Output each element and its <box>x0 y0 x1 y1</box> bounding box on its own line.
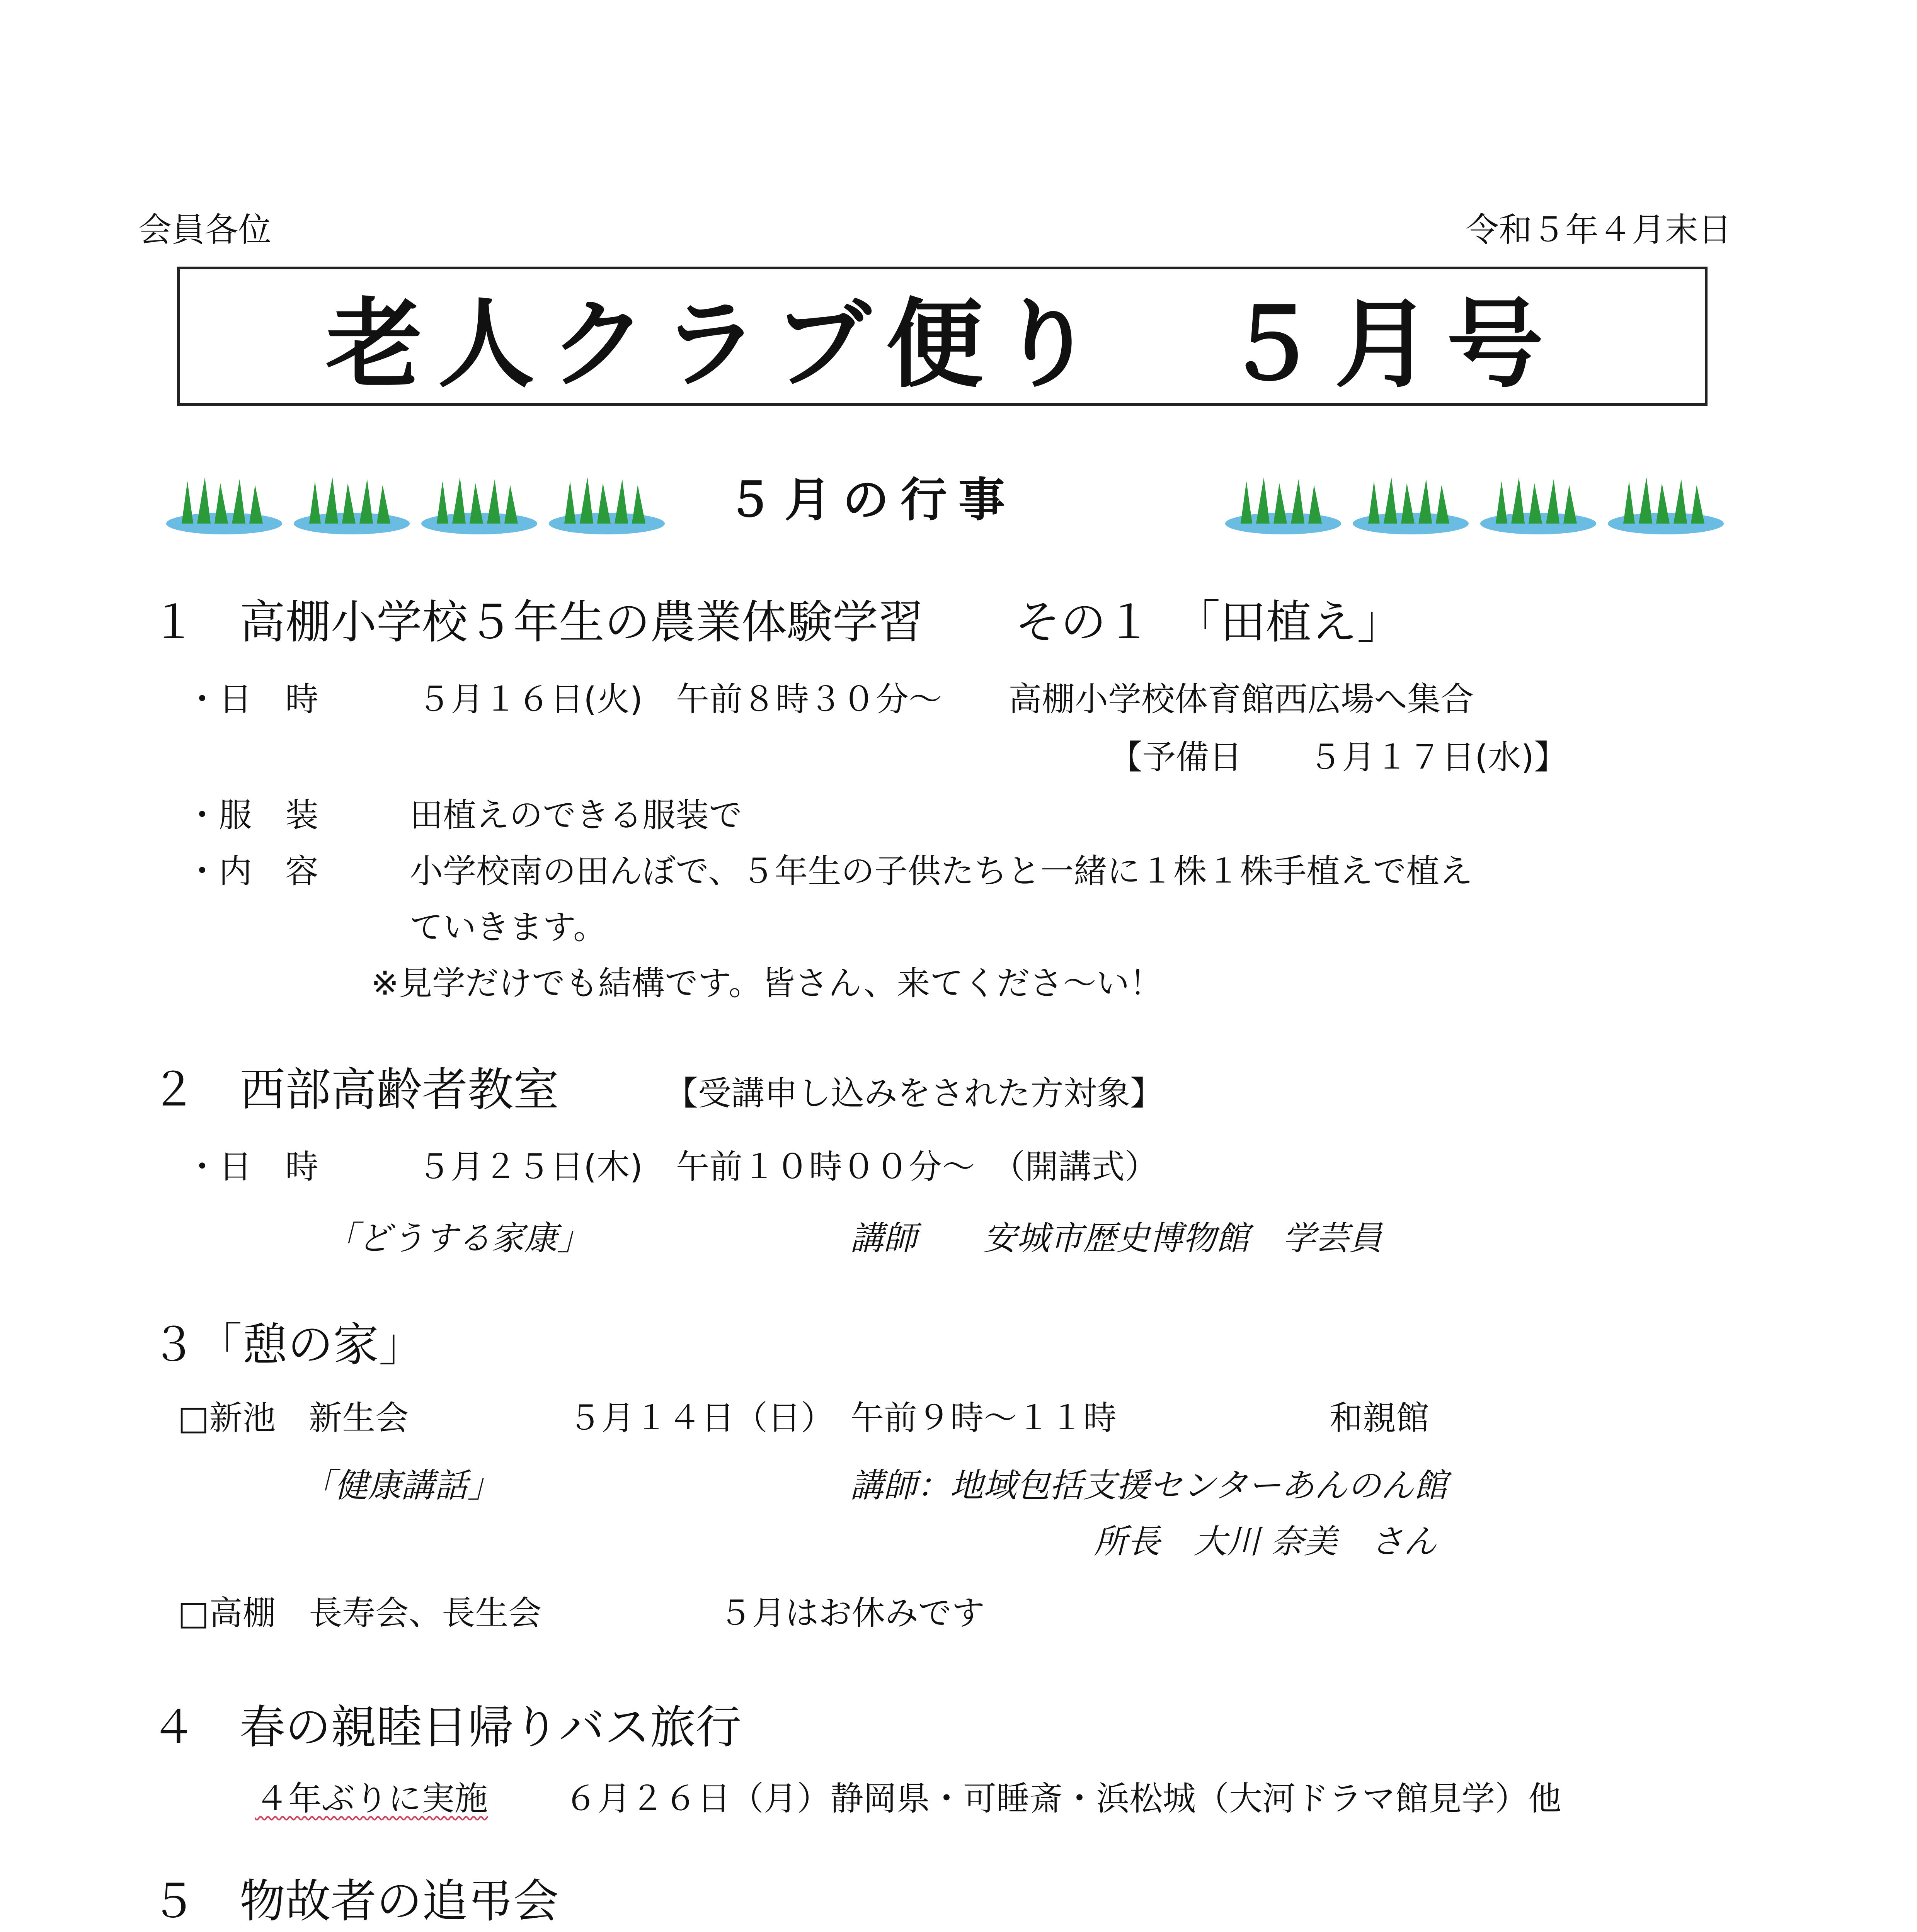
event3-takatana-note: ５月はお休みです <box>719 1594 985 1633</box>
event4-number: ４ <box>151 1701 197 1754</box>
event2-date-label: ・日 時 <box>186 1148 318 1186</box>
event4-detail: ６月２６日（月）静岡県・可睡斎・浜松城（大河ドラマ館見学）他 <box>564 1779 1561 1818</box>
event1-content-line2: ていきます。 <box>410 908 607 947</box>
recipient-label: 会員各位 <box>138 211 271 249</box>
event3-shinike-group: □新池 新生会 <box>178 1399 409 1437</box>
event2-topic: 「どうする家康」 <box>325 1219 591 1258</box>
event1-title: 高棚小学校５年生の農業体験学習 その１ 「田植え」 <box>240 595 1403 649</box>
event5-number: ５ <box>151 1874 197 1928</box>
event3-takatana-group: □高棚 長寿会、長生会 <box>178 1594 542 1633</box>
event1-note: ※見学だけでも結構です。皆さん、来てくださ～い！ <box>371 964 1163 1003</box>
event1-content-label: ・内 容 <box>186 852 318 891</box>
event1-content-line1: 小学校南の田んぼで、５年生の子供たちと一緒に１株１株手植えで植え <box>410 852 1473 891</box>
grass-decoration-left-icon <box>166 466 669 539</box>
grass-decoration-right-icon <box>1225 466 1728 539</box>
event3-lecturer-line1: 講師：地域包括支援センターあんのん館 <box>850 1466 1447 1505</box>
event4-title: 春の親睦日帰りバス旅行 <box>240 1701 742 1754</box>
event3-shinike-venue: 和親館 <box>1330 1399 1429 1437</box>
event3-lecturer-line2: 所長 大川 奈美 さん <box>1094 1522 1437 1561</box>
event1-dress: 田植えのできる服装で <box>410 796 742 835</box>
event2-date: ５月２５日(木) 午前１０時００分～ （開講式） <box>417 1148 1158 1186</box>
event1-number: １ <box>151 595 197 649</box>
event2-title: 西部高齢者教室 <box>240 1063 559 1116</box>
events-heading: ５月の行事 <box>727 473 1016 527</box>
event1-date-label: ・日 時 <box>186 680 318 719</box>
event1-rain-date: 【予備日 ５月１７日(水)】 <box>1109 738 1568 777</box>
issue-date: 令和５年４月末日 <box>1466 211 1731 249</box>
title-box <box>177 267 1708 406</box>
newsletter-title: 老人クラブ便り ５月号 <box>326 287 1559 401</box>
event3-shinike-date: ５月１４日（日） 午前９時～１１時 <box>568 1399 1117 1437</box>
event4-lead: ４年ぶりに実施 <box>255 1779 488 1818</box>
event3-title: ３「憩の家」 <box>151 1318 425 1371</box>
event1-date: ５月１６日(火) 午前８時３０分～ 高棚小学校体育館西広場へ集合 <box>417 680 1474 719</box>
event2-number: ２ <box>151 1063 197 1116</box>
event5-title: 物故者の追弔会 <box>240 1874 559 1928</box>
event2-target: 【受講申し込みをされた方対象】 <box>665 1074 1163 1113</box>
event2-lecturer: 講師 安城市歴史博物館 学芸員 <box>850 1219 1382 1258</box>
event1-dress-label: ・服 装 <box>186 796 318 835</box>
event3-topic: 「健康講話」 <box>301 1466 501 1505</box>
